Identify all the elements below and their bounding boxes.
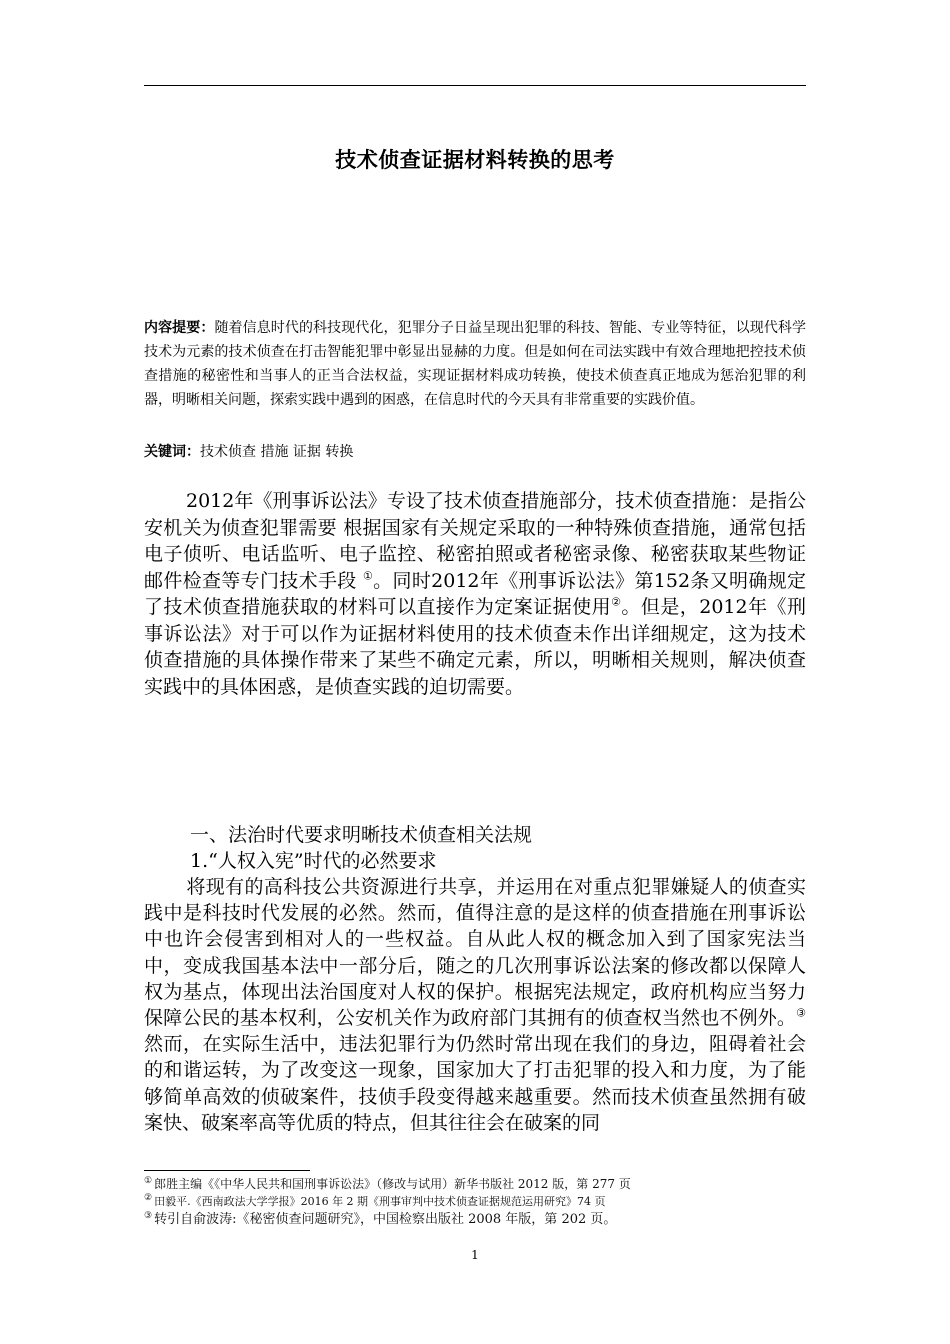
footnote-ref-1[interactable]: ① [362,569,374,583]
page-number: 1 [471,1248,479,1262]
footnote-text: 郎胜主编《《中华人民共和国刑事诉讼法》（修改与试用）新华书版社 2012 版，第 277 页 [154,1177,631,1191]
footnote-2 [144,1193,806,1210]
footnote-1 [144,1176,806,1193]
abstract-label: 内容提要： [144,320,215,336]
body-text-1: 将现有的高科技公共资源进行共享，并运用在对重点犯罪嫌疑人的侦查实践中是科技时代发展的必然。然而，值得注意的是这样的侦查措施在刑事诉讼中也许会侵害到相对人的一些权益。自从此人权的概念加入到了国家宪法当中，变成我国基本法中一部分后，随之的几次刑事诉讼法案的修改都以保障人权为基点，体现出法治国度对人权的保护。根据宪法规定，政府机构应当努力保障公民的基本权利，公安机关作为政府部门其拥有的侦查权当然也不例外。 [144,876,806,1030]
footnote-text: 田毅平.《西南政法大学学报》2016 年 2 期《刑事审判中技术侦查证据规范运用研究》74 页 [154,1195,606,1208]
abstract-text: 随着信息时代的科技现代化，犯罪分子日益呈现出犯罪的科技、智能、专业等特征，以现代科学技术为元素的技术侦查在打击智能犯罪中彰显出显赫的力度。但是如何在司法实践中有效合理地把控技术侦查措施的秘密性和当事人的正当合法权益，实现证据材料成功转换，使技术侦查真正地成为惩治犯罪的利器，明晰相关问题，探索实践中遇到的困惑，在信息时代的今天具有非常重要的实践价值。 [144,320,807,408]
footnote-3 [144,1210,806,1229]
section-heading: 一、法治时代要求明晰技术侦查相关法规 [190,824,533,846]
footnote-mark: ③ [144,1210,153,1221]
keywords [144,441,806,463]
intro-text-2: 。同时2012年《刑事诉讼法》第152条又明确规定了技术侦查措施获取的材料可以直接作为定案证据使用 [144,569,806,618]
keywords-label: 关键词： [144,444,200,460]
footnotes [144,1176,806,1229]
footnote-text: 转引自俞波涛:《秘密侦查问题研究》，中国检察出版社 2008 年版，第 202 页。 [154,1212,617,1227]
footnote-ref-3[interactable]: ③ [796,1006,806,1020]
footnote-mark: ② [144,1193,153,1204]
footnote-ref-2[interactable]: ② [611,595,622,609]
abstract [144,316,806,412]
footnote-separator [144,1170,310,1171]
body-paragraph [144,874,806,1136]
intro-text-1: 2012年《刑事诉讼法》专设了技术侦查措施部分，技术侦查措施：是指公安机关为侦查犯罪需要 根据国家有关规定采取的一种特殊侦查措施，通常包括电子侦听、电话监听、电子监控、秘密拍照或者秘密录像、秘密获取某些物证 邮件检查等专门技术手段 [144,490,806,592]
intro-paragraph [144,488,806,700]
keywords-text: 技术侦查 措施 证据 转换 [200,444,354,460]
subsection-heading: 1.“人权入宪”时代的必然要求 [190,850,437,872]
header-rule [144,85,806,86]
intro-text-3: 。但是，2012年《刑事诉讼法》对于可以作为证据材料使用的技术侦查未作出详细规定，这为技术侦查措施的具体操作带来了某些不确定元素，所以，明晰相关规则，解决侦查实践中的具体困惑，是侦查实践的迫切需要。 [144,596,806,698]
footnote-mark: ① [144,1176,153,1186]
body-text-2: 然而，在实际生活中，违法犯罪行为仍然时常出现在我们的身边，阻碍着社会的和谐运转，为了改变这一现象，国家加大了打击犯罪的投入和力度，为了能够简单高效的侦破案件，技侦手段变得越来越重要。然而技术侦查虽然拥有破案快、破案率高等优质的特点，但其往往会在破案的同 [144,1033,806,1134]
document-title: 技术侦查证据材料转换的思考 [335,148,615,172]
